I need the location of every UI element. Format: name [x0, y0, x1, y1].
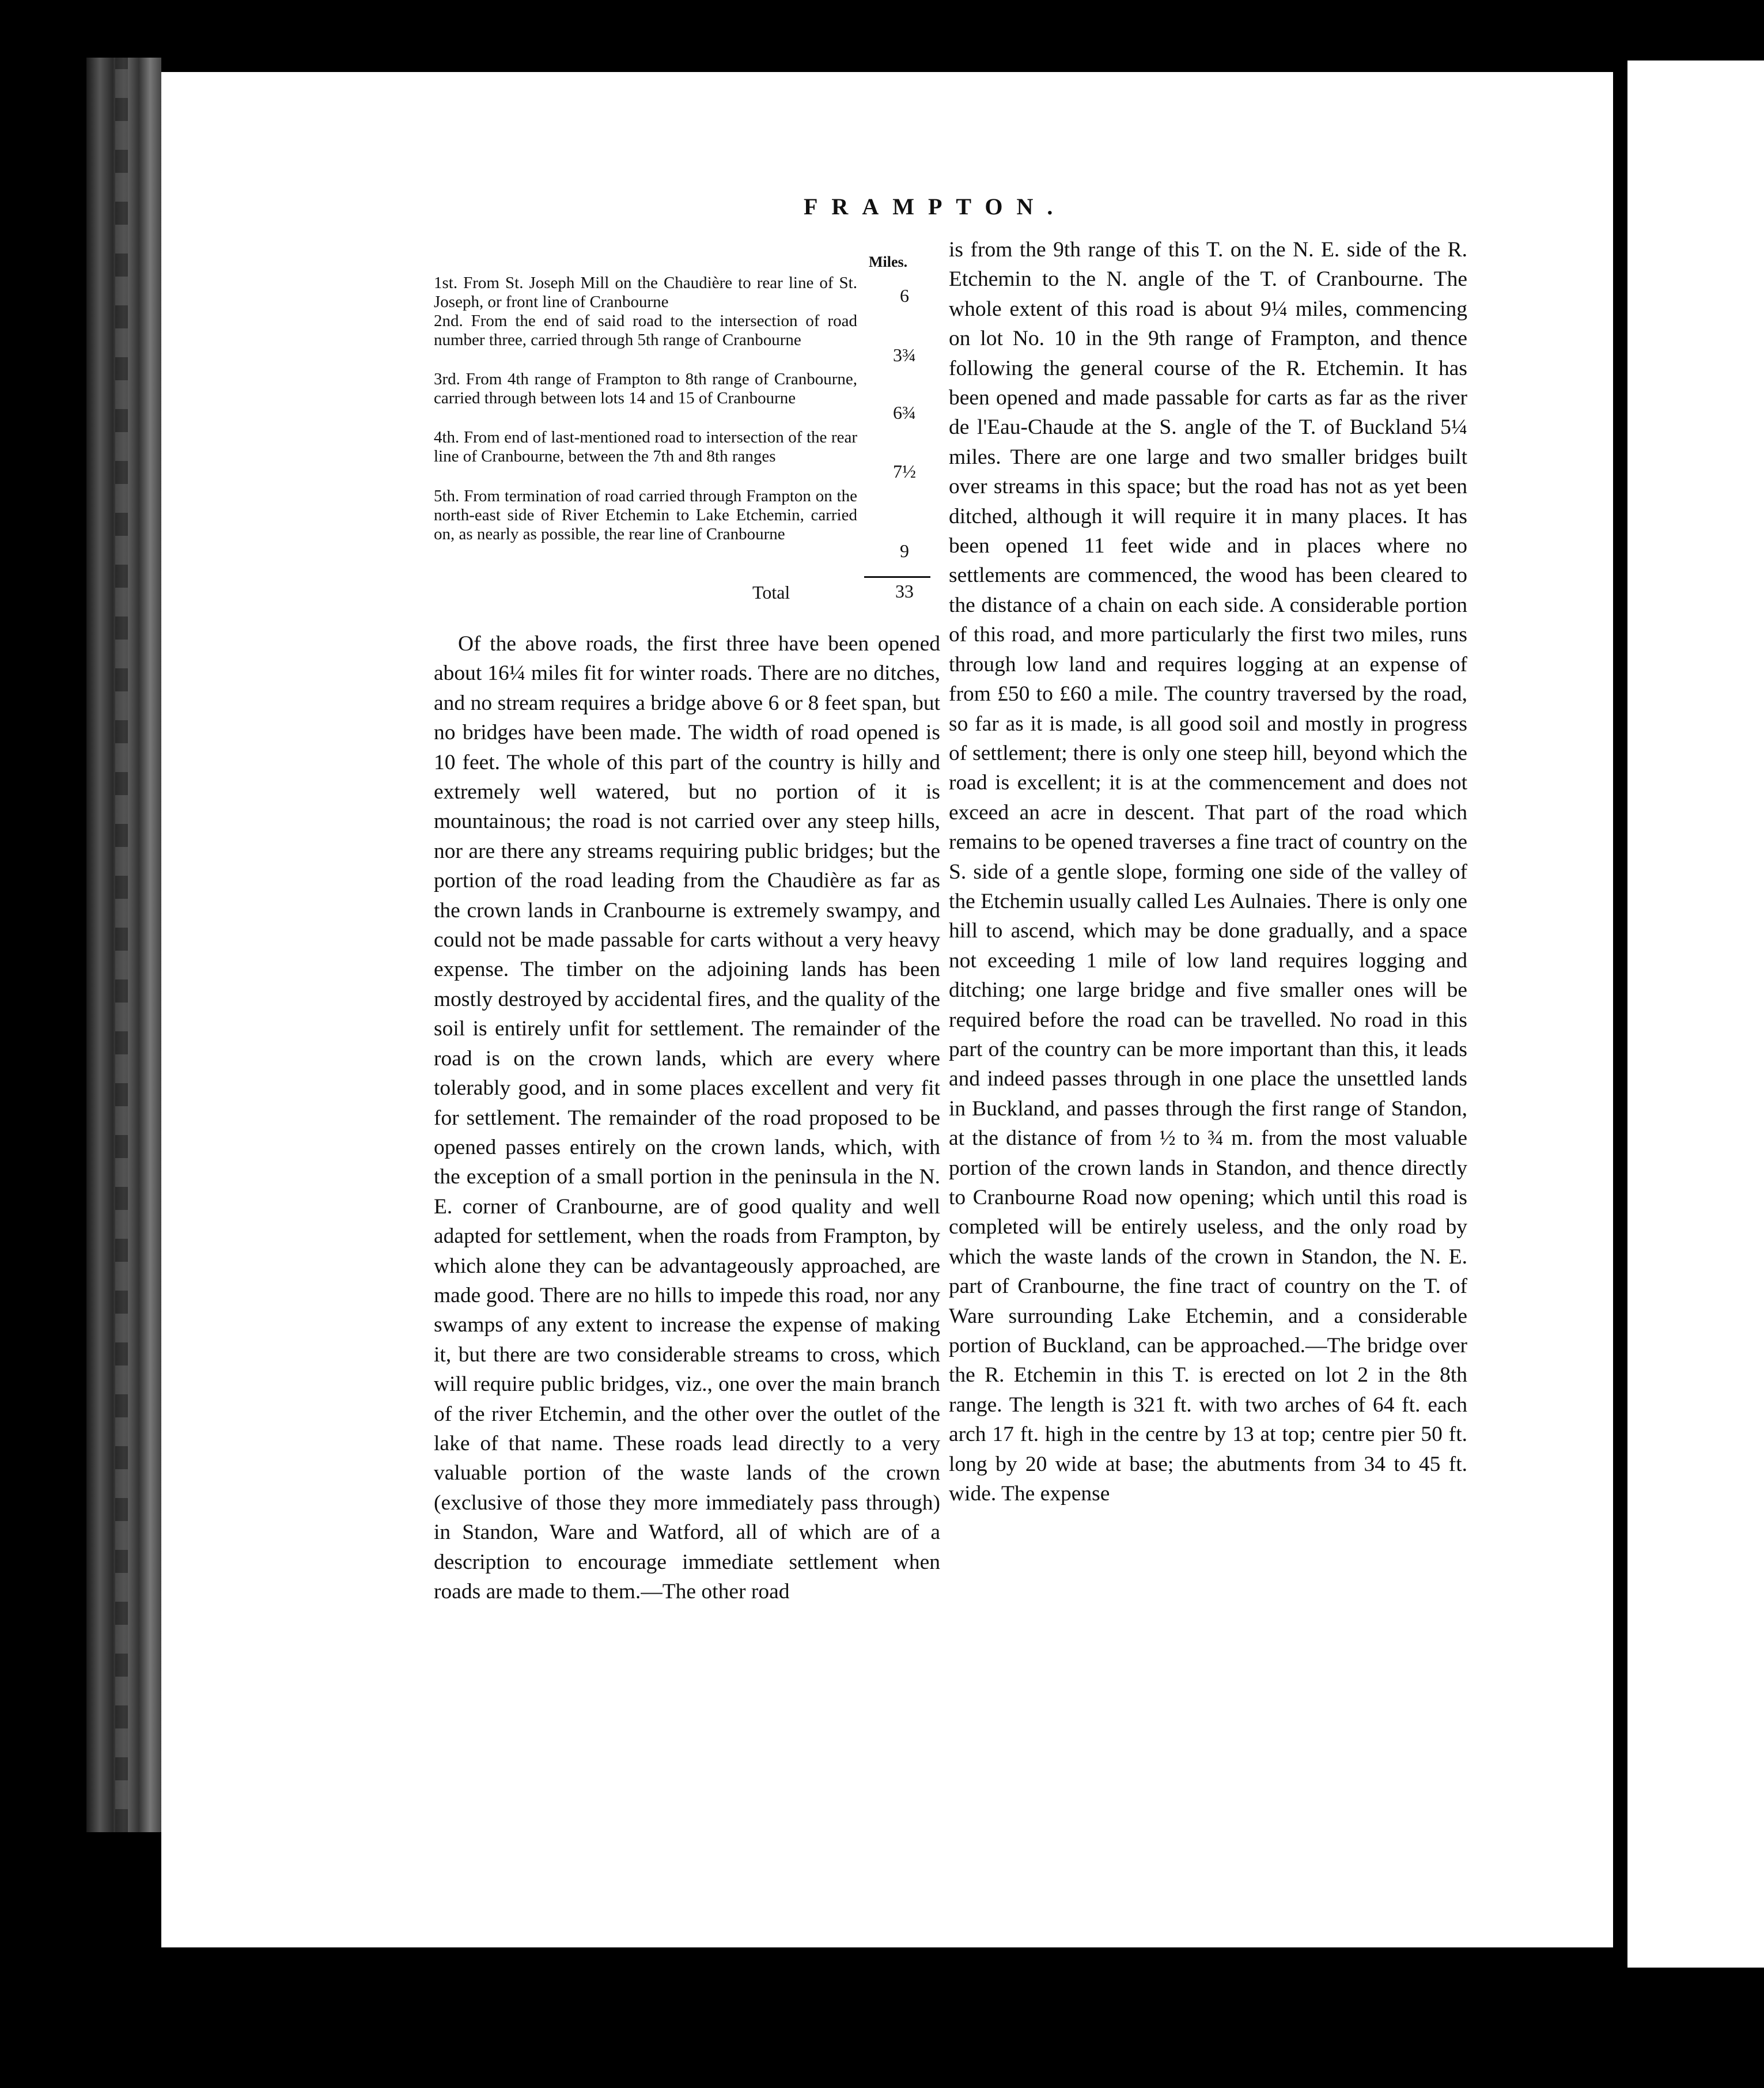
route-miles-4: 7½	[893, 461, 916, 482]
binding-texture	[115, 58, 128, 1832]
total-value: 33	[895, 581, 914, 602]
route-miles-1: 6	[900, 285, 909, 306]
total-label: Total	[752, 582, 790, 603]
total-rule	[864, 576, 930, 578]
left-column	[434, 629, 940, 1606]
right-column	[949, 235, 1467, 1508]
left-column-text: Of the above roads, the first three have been opened about 16¼ miles fit for winter roads. There are no ditches, and no stream requires a bridge above 6 or 8 feet span, but no bridges have been made. The width of road opened is 10 feet. The whole of this part of the country is hilly and extremely well watered, but no portion of it is mountainous; the road is not carried over any steep hills, nor are there any streams requiring public bridges; but the portion of the road leading from the Chaudière as far as the crown lands in Cranbourne is extremely swampy, and could not be made passable for carts without a very heavy expense. The timber on the adjoining lands has been mostly destroyed by accidental fires, and the quality of the soil is entirely unfit for settlement. The remainder of the road is on the crown lands, which are every where tolerably good, and in some places excellent and very fit for settlement. The remainder of the road proposed to be opened passes entirely on the crown lands, which, with the exception of a small portion in the peninsula in the N. E. corner of Cranbourne, are of good quality and well adapted for settlement, when the roads from Frampton, by which alone they can be advantageously approached, are made good. There are no hills to impede this road, nor any swamps of any extent to increase the expense of making it, but there are two considerable streams to cross, which will require public bridges, viz., one over the main branch of the river Etchemin, and the other over the outlet of the lake of that name. These roads lead directly to a very valuable portion of the waste lands of the crown (exclusive of those they more immediately pass through) in Standon, Ware and Watford, all of which are of a description to encourage immediate settlement when roads are made to them.—The other road	[434, 632, 940, 1603]
route-item-3: 3rd. From 4th range of Frampton to 8th range of Cranbourne, carried through between lots 14 and 15 of Cranbourne	[434, 370, 857, 407]
route-miles-2: 3¾	[893, 345, 916, 365]
route-item-5: 5th. From termination of road carried through Frampton on the north-east side of River Etchemin to Lake Etchemin, carried on, as nearly as possible, the rear line of Cranbourne	[434, 487, 857, 543]
right-column-text: is from the 9th range of this T. on the N. E. side of the R. Etchemin to the N. angle of the T. of Cranbourne. The whole extent of this road is about 9¼ miles, commencing on lot No. 10 in the 9th range of Frampton, and thence following the general course of the R. Etchemin. It has been opened and made passable for carts as far as the river de l'Eau-Chaude at the S. angle of the T. of Buckland 5¼ miles. There are one large and two smaller bridges built over streams in this space; but the road has not as yet been ditched, although it will require it in many places. It has been opened 11 feet wide and in places where no settlements are commenced, the wood has been cleared to the distance of a chain on each side. A considerable portion of this road, and more particularly the first two miles, runs through low land and requires logging at an expense of from £50 to £60 a mile. The country traversed by the road, so far as it is made, is all good soil and mostly in progress of settlement; there is only one steep hill, beyond which the road is excellent; it is at the commencement and does not exceed an acre in descent. That part of the road which remains to be opened traverses a fine tract of country on the S. side of a gentle slope, forming one side of the valley of the Etchemin usually called Les Aulnaies. There is only one hill to ascend, which may be done gradually, and a space not exceeding 1 mile of low land requires logging and ditching; one large bridge and five smaller ones will be required before the road can be travelled. No road in this part of the country can be more important than this, it leads and indeed passes through in one place the unsettled lands in Buckland, and passes through the first range of Standon, at the distance of from ½ to ¾ m. from the most valuable portion of the crown lands in Standon, and thence directly to Cranbourne Road now opening; which until this road is completed will be entirely useless, and the only road by which the waste lands of the crown in Standon, the N. E. part of Cranbourne, the fine tract of country on the T. of Ware surrounding Lake Etchemin, and a considerable portion of Buckland, can be approached.—The bridge over the R. Etchemin in this T. is erected on lot 2 in the 8th range. The length is 321 ft. with two arches of 64 ft. each arch 17 ft. high in the centre by 13 at top; centre pier 50 ft. long by 20 wide at base; the abutments from 34 to 45 ft. wide. The expense	[949, 238, 1467, 1506]
route-item-4: 4th. From end of last-mentioned road to intersection of the rear line of Cranbourne, between the 7th and 8th ranges	[434, 428, 857, 466]
route-miles-5: 9	[900, 540, 909, 561]
miles-column-header: Miles.	[869, 254, 908, 270]
running-head: FRAMPTON.	[804, 194, 1067, 220]
facing-page-edge	[1627, 60, 1764, 1968]
route-item-1: 1st. From St. Joseph Mill on the Chaudière to rear line of St. Joseph, or front line of Cranbourne	[434, 274, 857, 311]
route-miles-3: 6¾	[893, 402, 916, 423]
route-item-2: 2nd. From the end of said road to the intersection of road number three, carried through 5th range of Cranbourne	[434, 312, 857, 349]
